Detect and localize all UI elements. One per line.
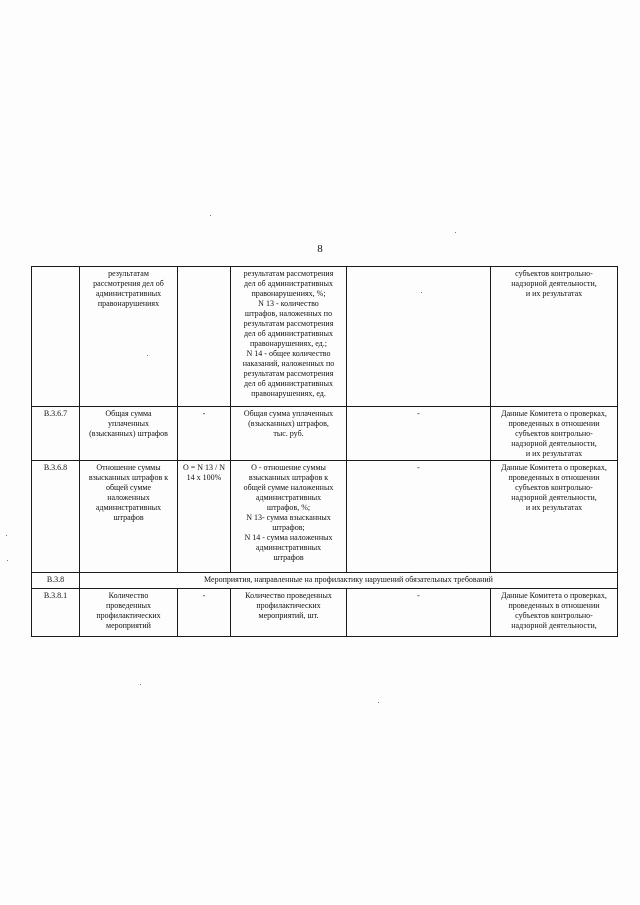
- indicator-description: О - отношение суммы взысканных штрафов к общей сумме наложенных административных штрафов, %; N 13- сумма взысканных штрафов; N 14 - сумма наложенных административных штрафов: [231, 461, 347, 573]
- indicator-name: результатам рассмотрения дел об административных правонарушениях: [80, 267, 178, 407]
- scan-speck: [421, 292, 422, 293]
- indicator-source: Данные Комитета о проверках, проведенных в отношении субъектов контрольно- надзорной деятельности, и их результатах: [491, 407, 618, 461]
- scan-speck: [455, 232, 456, 233]
- section-title: Мероприятия, направленные на профилактику нарушений обязательных требований: [80, 573, 618, 589]
- indicator-source: Данные Комитета о проверках, проведенных в отношении субъектов контрольно- надзорной деятельности, и их результатах: [491, 461, 618, 573]
- page-number: 8: [317, 243, 323, 255]
- scan-speck: [6, 535, 7, 536]
- table-row: [32, 407, 618, 461]
- scan-speck: [378, 702, 379, 703]
- indicator-code: В.3.8.1: [32, 589, 80, 637]
- indicator-code: [32, 267, 80, 407]
- indicator-target: -: [347, 461, 491, 573]
- indicator-source: субъектов контрольно- надзорной деятельности, и их результатах: [491, 267, 618, 407]
- table-row: [32, 267, 618, 407]
- scan-speck: [210, 215, 211, 216]
- indicator-target: -: [347, 407, 491, 461]
- indicator-code: В.3.6.7: [32, 407, 80, 461]
- indicator-target: -: [347, 589, 491, 637]
- indicator-name: Количество проведенных профилактических мероприятий: [80, 589, 178, 637]
- indicators-table: [31, 266, 618, 637]
- section-code: В.3.8: [32, 573, 80, 589]
- indicator-description: Количество проведенных профилактических мероприятий, шт.: [231, 589, 347, 637]
- indicator-description: результатам рассмотрения дел об административных правонарушениях, %; N 13 - количество штрафов, наложенных по результатам рассмотрения дел об административных правонарушениях, ед.; N 14 - общее количество наказаний, наложенных по результатам рассмотрения дел об административных правонарушениях, ед.: [231, 267, 347, 407]
- indicator-code: В.3.6.8: [32, 461, 80, 573]
- table-row: [32, 589, 618, 637]
- indicator-formula: [178, 267, 231, 407]
- indicator-name: Отношение суммы взысканных штрафов к общей сумме наложенных административных штрафов: [80, 461, 178, 573]
- indicator-formula: -: [178, 589, 231, 637]
- indicator-description: Общая сумма уплаченных (взысканных) штрафов, тыс. руб.: [231, 407, 347, 461]
- scan-speck: [7, 560, 8, 561]
- indicator-name: Общая сумма уплаченных (взысканных) штрафов: [80, 407, 178, 461]
- indicator-formula: -: [178, 407, 231, 461]
- scan-speck: [140, 684, 141, 685]
- table-row: [32, 461, 618, 573]
- section-row: [32, 573, 618, 589]
- indicator-target: [347, 267, 491, 407]
- indicator-source: Данные Комитета о проверках, проведенных в отношении субъектов контрольно- надзорной деятельности,: [491, 589, 618, 637]
- indicator-formula: О = N 13 / N 14 x 100%: [178, 461, 231, 573]
- scan-speck: [147, 355, 148, 356]
